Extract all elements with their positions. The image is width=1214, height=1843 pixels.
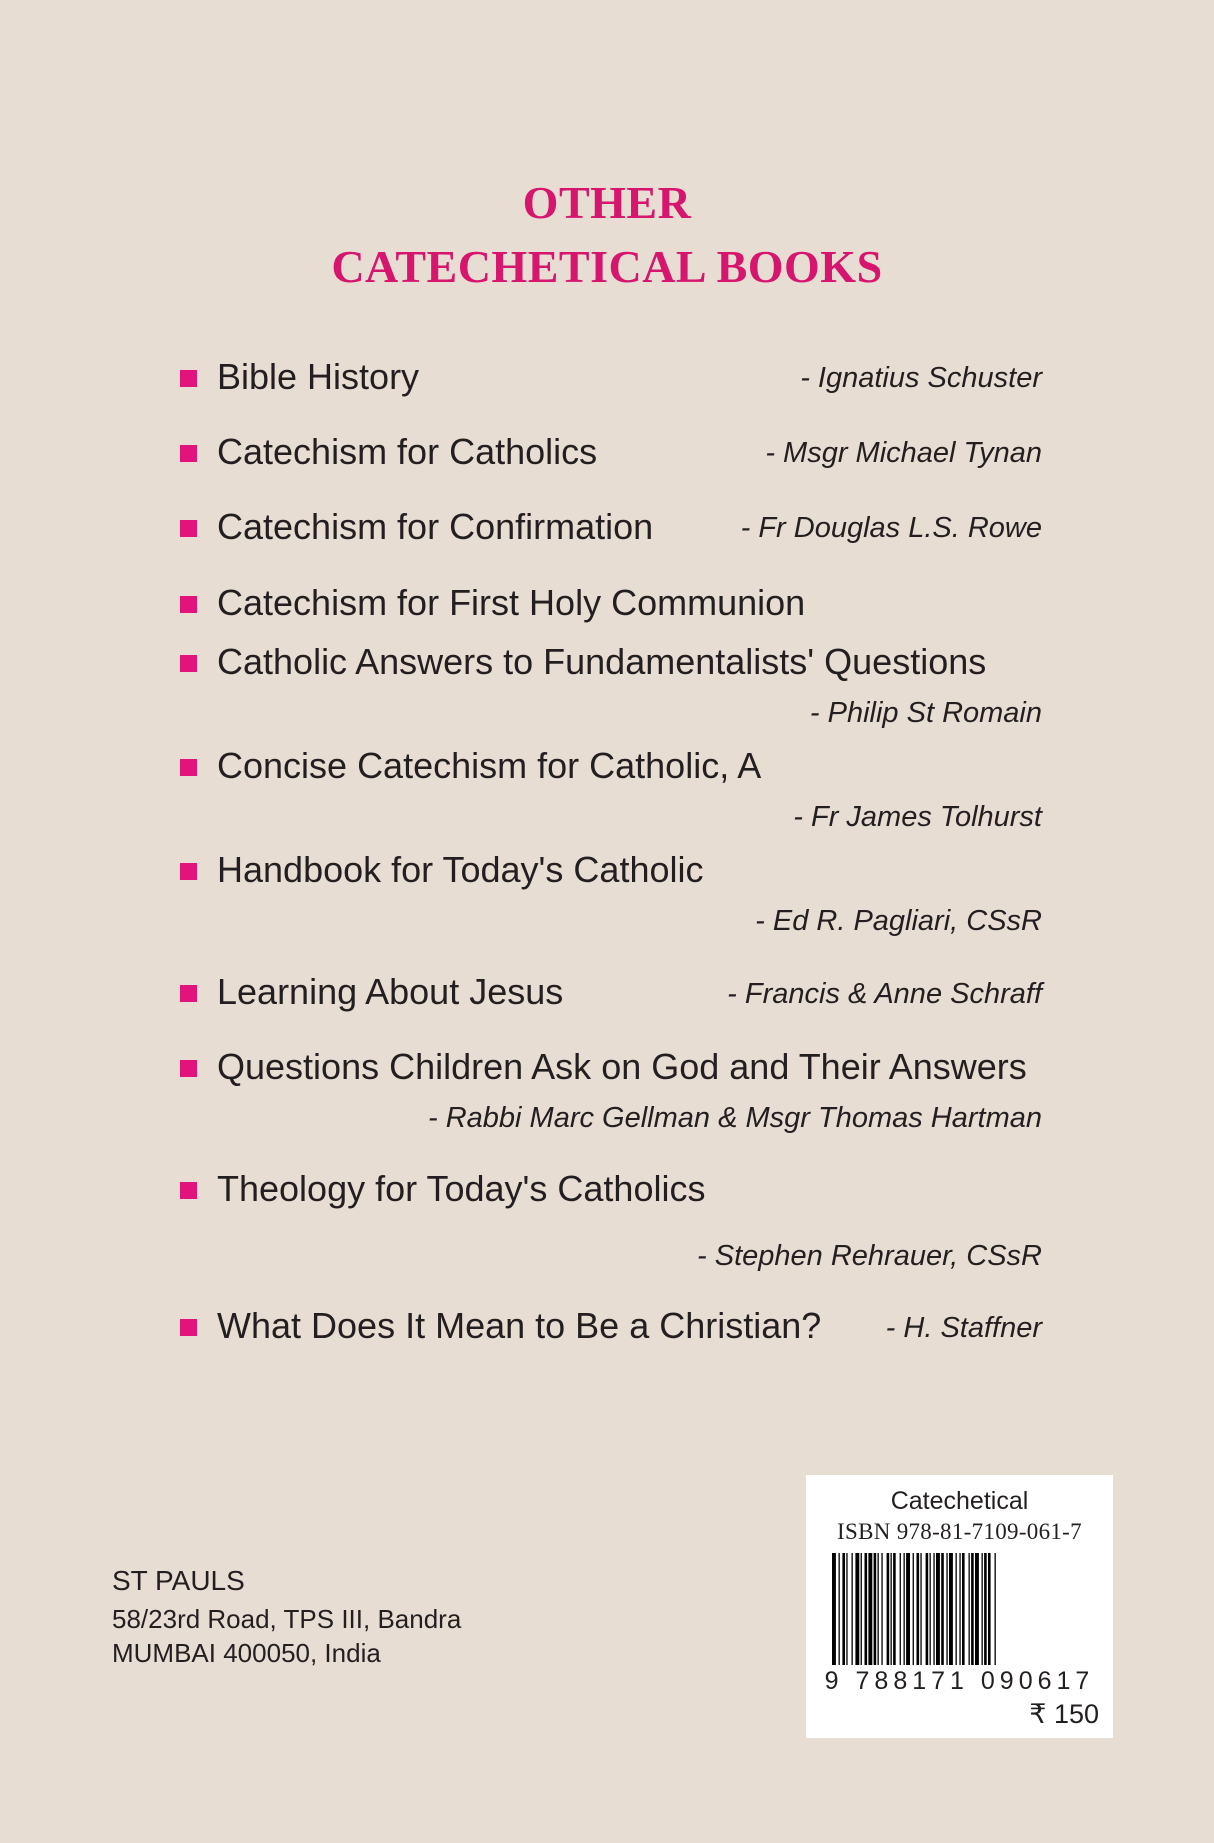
barcode-bar bbox=[946, 1553, 947, 1665]
book-author: - Rabbi Marc Gellman & Msgr Thomas Hartman bbox=[428, 1102, 1042, 1134]
barcode-bar bbox=[956, 1553, 957, 1665]
barcode-bar bbox=[930, 1553, 931, 1665]
book-title: Catechism for Catholics bbox=[217, 431, 598, 472]
barcode-label bbox=[806, 1475, 1113, 1738]
book-author: - Ed R. Pagliari, CSsR bbox=[755, 905, 1042, 937]
barcode-bar bbox=[846, 1553, 847, 1665]
bullet-icon bbox=[180, 985, 197, 1002]
barcode-bar bbox=[926, 1553, 929, 1665]
book-title: Questions Children Ask on God and Their Answers bbox=[217, 1046, 1027, 1087]
barcode-bar bbox=[904, 1553, 905, 1665]
barcode-bar bbox=[920, 1553, 921, 1665]
book-title: Concise Catechism for Catholic, A bbox=[217, 745, 762, 786]
barcode-bar bbox=[959, 1553, 960, 1665]
book-title: Catechism for Confirmation bbox=[217, 506, 654, 547]
bullet-icon bbox=[180, 520, 197, 537]
book-title: Learning About Jesus bbox=[217, 971, 564, 1012]
book-title: What Does It Mean to Be a Christian? bbox=[217, 1305, 822, 1346]
publisher-address-line1: 58/23rd Road, TPS III, Bandra bbox=[112, 1604, 462, 1634]
barcode-bar bbox=[874, 1553, 877, 1665]
price-text: ₹ 150 bbox=[1029, 1699, 1099, 1729]
book-author: - Stephen Rehrauer, CSsR bbox=[697, 1240, 1042, 1272]
heading-line2: CATECHETICAL BOOKS bbox=[331, 241, 883, 292]
barcode-bar bbox=[969, 1553, 970, 1665]
bullet-icon bbox=[180, 445, 197, 462]
bullet-icon bbox=[180, 655, 197, 672]
barcode-bar bbox=[982, 1553, 983, 1665]
barcode-bar bbox=[995, 1553, 996, 1665]
barcode-bar bbox=[962, 1553, 965, 1665]
barcode-bar bbox=[936, 1553, 940, 1665]
barcode-bar bbox=[839, 1553, 840, 1665]
book-title: Handbook for Today's Catholic bbox=[217, 849, 704, 890]
book-author: - Fr James Tolhurst bbox=[793, 801, 1042, 833]
barcode-bar bbox=[887, 1553, 890, 1665]
barcode-bar bbox=[971, 1553, 974, 1665]
barcode-bar bbox=[913, 1553, 914, 1665]
barcode-digits: 9 788171 090617 bbox=[824, 1667, 1095, 1695]
book-title: Theology for Today's Catholics bbox=[217, 1168, 706, 1209]
barcode-bar bbox=[933, 1553, 934, 1665]
barcode-bar bbox=[893, 1553, 896, 1665]
barcode-bar bbox=[861, 1553, 862, 1665]
barcode-bar bbox=[852, 1553, 853, 1665]
barcode-bar bbox=[832, 1553, 836, 1665]
barcode-bar bbox=[906, 1553, 910, 1665]
book-author: - Francis & Anne Schraff bbox=[727, 978, 1042, 1010]
barcode-category: Catechetical bbox=[890, 1487, 1029, 1515]
barcode-bar bbox=[900, 1553, 901, 1665]
barcode-bar bbox=[988, 1553, 991, 1665]
barcode-bar bbox=[865, 1553, 868, 1665]
book-title: Bible History bbox=[217, 356, 420, 397]
barcode-bar bbox=[878, 1553, 879, 1665]
heading-line1: OTHER bbox=[522, 177, 692, 228]
barcode-bar bbox=[842, 1553, 845, 1665]
barcode-bar bbox=[949, 1553, 953, 1665]
barcode-bar bbox=[855, 1553, 859, 1665]
book-title: Catholic Answers to Fundamentalists' Questions bbox=[217, 641, 987, 682]
book-author: - Msgr Michael Tynan bbox=[765, 437, 1042, 469]
barcode-bar bbox=[881, 1553, 882, 1665]
publisher-name: ST PAULS bbox=[112, 1565, 245, 1596]
barcode-bar bbox=[868, 1553, 872, 1665]
barcode-bar bbox=[941, 1553, 944, 1665]
bullet-icon bbox=[180, 759, 197, 776]
bullet-icon bbox=[180, 1182, 197, 1199]
book-author: - Ignatius Schuster bbox=[800, 362, 1042, 394]
barcode-bars bbox=[832, 1553, 1087, 1665]
book-title: Catechism for First Holy Communion bbox=[217, 582, 806, 623]
bullet-icon bbox=[180, 370, 197, 387]
bullet-icon bbox=[180, 1060, 197, 1077]
publisher-address-line2: MUMBAI 400050, India bbox=[112, 1638, 381, 1668]
book-author: - Philip St Romain bbox=[809, 697, 1042, 729]
barcode-bar bbox=[891, 1553, 892, 1665]
barcode-bar bbox=[984, 1553, 987, 1665]
bullet-icon bbox=[180, 596, 197, 613]
book-author: - Fr Douglas L.S. Rowe bbox=[740, 512, 1042, 544]
barcode-bar bbox=[917, 1553, 920, 1665]
bullet-icon bbox=[180, 863, 197, 880]
book-author: - H. Staffner bbox=[885, 1312, 1042, 1344]
bullet-icon bbox=[180, 1319, 197, 1336]
barcode-bar bbox=[975, 1553, 979, 1665]
isbn-text: ISBN 978-81-7109-061-7 bbox=[837, 1519, 1082, 1544]
